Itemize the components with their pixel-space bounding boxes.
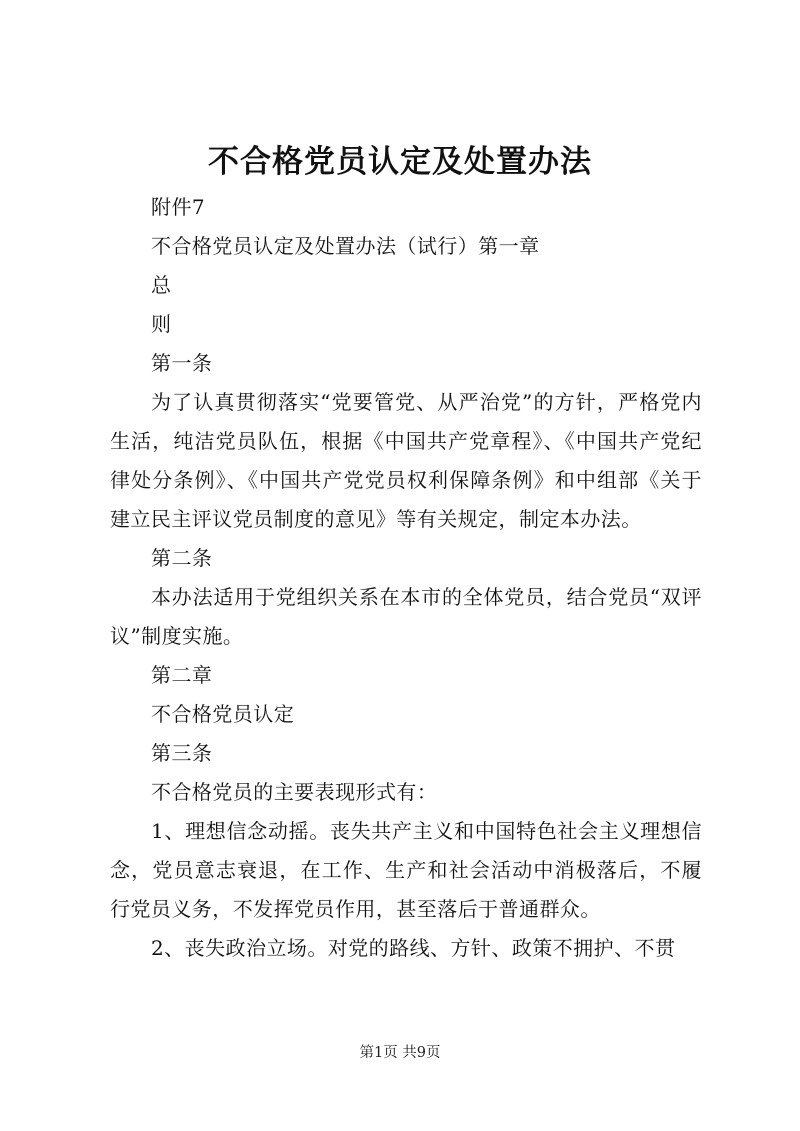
paragraph-article-3-heading: 第三条 (151, 741, 213, 765)
document-title: 不合格党员认定及处置办法 (208, 144, 592, 180)
paragraph-chapter-general-1: 总 (151, 273, 172, 297)
paragraph-chapter-2-heading: 第二章 (151, 663, 213, 687)
paragraph-article-2-heading: 第二条 (151, 546, 213, 570)
paragraph-article-1-body: 为了认真贯彻落实“党要管党、从严治党”的方针，严格党内生活，纯洁党员队伍，根据《中国共产党章程》、《中国共产党纪律处分条例》、《中国共产党党员权利保障条例》和中组部《关于建立民主评议党员制度的意见》等有关规定，制定本办法。 (110, 390, 702, 531)
page-footer (0, 1043, 800, 1063)
document-body (110, 188, 702, 968)
page-number-label: 第1页 共9页 (359, 1045, 441, 1061)
paragraph-attachment: 附件7 (151, 195, 206, 219)
paragraph-article-3-intro: 不合格党员的主要表现形式有： (151, 780, 438, 804)
paragraph-article-1-heading: 第一条 (151, 351, 213, 375)
paragraph-article-2-body: 本办法适用于党组织关系在本市的全体党员，结合党员“双评议”制度实施。 (110, 585, 702, 648)
paragraph-item-1: 1、理想信念动摇。丧失共产主义和中国特色社会主义理想信念，党员意志衰退，在工作、生产和社会活动中消极落后，不履行党员义务，不发挥党员作用，甚至落后于普通群众。 (110, 819, 702, 921)
paragraph-item-2: 2、丧失政治立场。对党的路线、方针、政策不拥护、不贯 (151, 936, 676, 960)
paragraph-chapter-general-2: 则 (151, 312, 172, 336)
paragraph-subtitle: 不合格党员认定及处置办法（试行）第一章 (151, 234, 540, 258)
paragraph-chapter-2-title: 不合格党员认定 (151, 702, 295, 726)
